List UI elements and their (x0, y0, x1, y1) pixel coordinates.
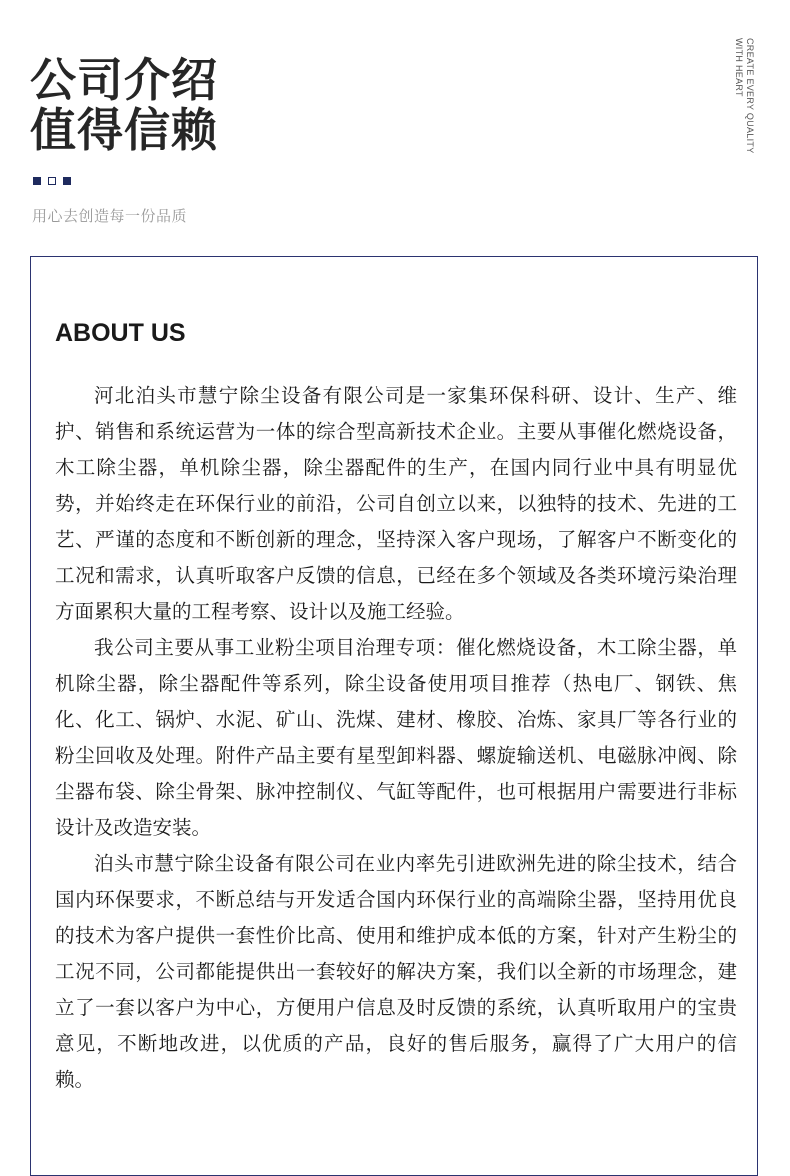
hollow-square-icon (48, 177, 56, 185)
page-title-line-1: 公司介绍 (30, 53, 218, 107)
page-title (30, 55, 218, 155)
side-slogan-line-2: WITH HEART (734, 38, 744, 97)
filled-square-icon (63, 177, 71, 185)
about-heading: ABOUT US (55, 319, 186, 347)
side-slogan (733, 38, 755, 154)
filled-square-icon (33, 177, 41, 185)
about-card (30, 256, 758, 1176)
decorative-dots (33, 177, 71, 185)
about-paragraph-2: 我公司主要从事工业粉尘项目治理专项：催化燃烧设备，木工除尘器，单机除尘器，除尘器配件等系列，除尘设备使用项目推荐（热电厂、钢铁、焦化、化工、锅炉、水泥、矿山、洗煤、建材、橡胶、冶炼、家具厂等各行业的粉尘回收及处理。附件产品主要有星型卸料器、螺旋输送机、电磁脉冲阀、除尘器布袋、除尘骨架、脉冲控制仪、气缸等配件，也可根据用户需要进行非标设计及改造安装。 (55, 636, 737, 839)
page-title-line-2: 值得信赖 (30, 103, 218, 157)
about-body (55, 378, 737, 1098)
about-paragraph-1: 河北泊头市慧宁除尘设备有限公司是一家集环保科研、设计、生产、维护、销售和系统运营为一体的综合型高新技术企业。主要从事催化燃烧设备，木工除尘器，单机除尘器，除尘器配件的生产，在国内同行业中具有明显优势，并始终走在环保行业的前沿，公司自创立以来，以独特的技术、先进的工艺、严谨的态度和不断创新的理念，坚持深入客户现场，了解客户不断变化的工况和需求，认真听取客户反馈的信息，已经在多个领域及各类环境污染治理方面累积大量的工程考察、设计以及施工经验。 (55, 384, 737, 623)
tagline: 用心去创造每一份品质 (32, 207, 188, 225)
about-paragraph-3: 泊头市慧宁除尘设备有限公司在业内率先引进欧洲先进的除尘技术，结合国内环保要求，不断总结与开发适合国内环保行业的高端除尘器，坚持用优良的技术为客户提供一套性价比高、使用和维护成本低的方案，针对产生粉尘的工况不同，公司都能提供出一套较好的解决方案，我们以全新的市场理念，建立了一套以客户为中心，方便用户信息及时反馈的系统，认真听取用户的宝贵意见，不断地改进，以优质的产品，良好的售后服务，赢得了广大用户的信赖。 (55, 852, 737, 1091)
side-slogan-line-1: CREATE EVERY QUALITY (745, 38, 755, 154)
